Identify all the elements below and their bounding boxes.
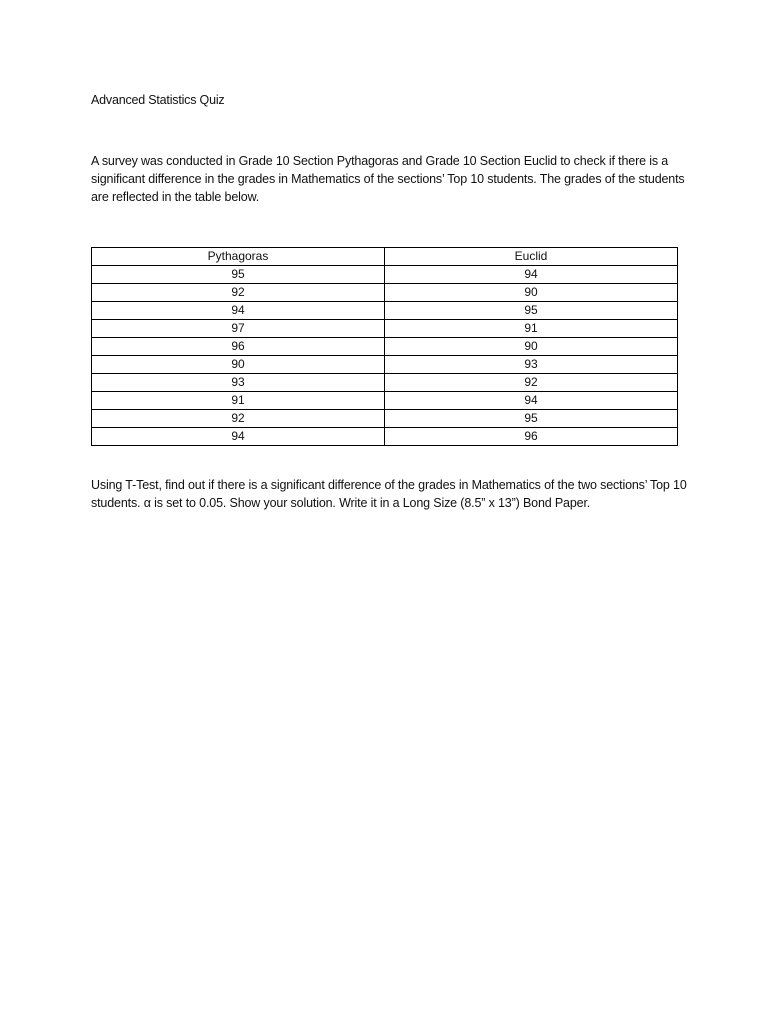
question-paragraph: Using T-Test, find out if there is a significant difference of the grades in Mathematics of the two sections’ Top 10 students. α is set to 0.05. Show your solution. Write it in a Long Size (8.5” x 13”) Bond Paper. (91, 478, 687, 510)
euclid-grade: 94 (385, 392, 678, 410)
pythagoras-grade: 92 (92, 284, 385, 302)
table-header-row (92, 248, 678, 266)
pythagoras-grade: 94 (92, 428, 385, 446)
pythagoras-grade: 93 (92, 374, 385, 392)
table-row (92, 374, 678, 392)
table-row (92, 410, 678, 428)
table-row (92, 302, 678, 320)
euclid-grade: 96 (385, 428, 678, 446)
quiz-title: Advanced Statistics Quiz (91, 93, 225, 107)
table-row (92, 266, 678, 284)
euclid-grade: 90 (385, 284, 678, 302)
grades-table (91, 247, 678, 446)
euclid-grade: 93 (385, 356, 678, 374)
header-pythagoras: Pythagoras (92, 248, 385, 266)
intro-paragraph: A survey was conducted in Grade 10 Section Pythagoras and Grade 10 Section Euclid to check if there is a significant difference in the grades in Mathematics of the sections’ Top 10 students. The grades of the students are reflected in the table below. (91, 154, 685, 204)
table-row (92, 284, 678, 302)
header-euclid: Euclid (385, 248, 678, 266)
table-row (92, 356, 678, 374)
table-row (92, 338, 678, 356)
table-row (92, 428, 678, 446)
euclid-grade: 94 (385, 266, 678, 284)
euclid-grade: 95 (385, 302, 678, 320)
table-row (92, 320, 678, 338)
euclid-grade: 95 (385, 410, 678, 428)
pythagoras-grade: 94 (92, 302, 385, 320)
pythagoras-grade: 90 (92, 356, 385, 374)
pythagoras-grade: 92 (92, 410, 385, 428)
pythagoras-grade: 97 (92, 320, 385, 338)
euclid-grade: 90 (385, 338, 678, 356)
table-row (92, 392, 678, 410)
pythagoras-grade: 95 (92, 266, 385, 284)
euclid-grade: 91 (385, 320, 678, 338)
euclid-grade: 92 (385, 374, 678, 392)
pythagoras-grade: 91 (92, 392, 385, 410)
pythagoras-grade: 96 (92, 338, 385, 356)
